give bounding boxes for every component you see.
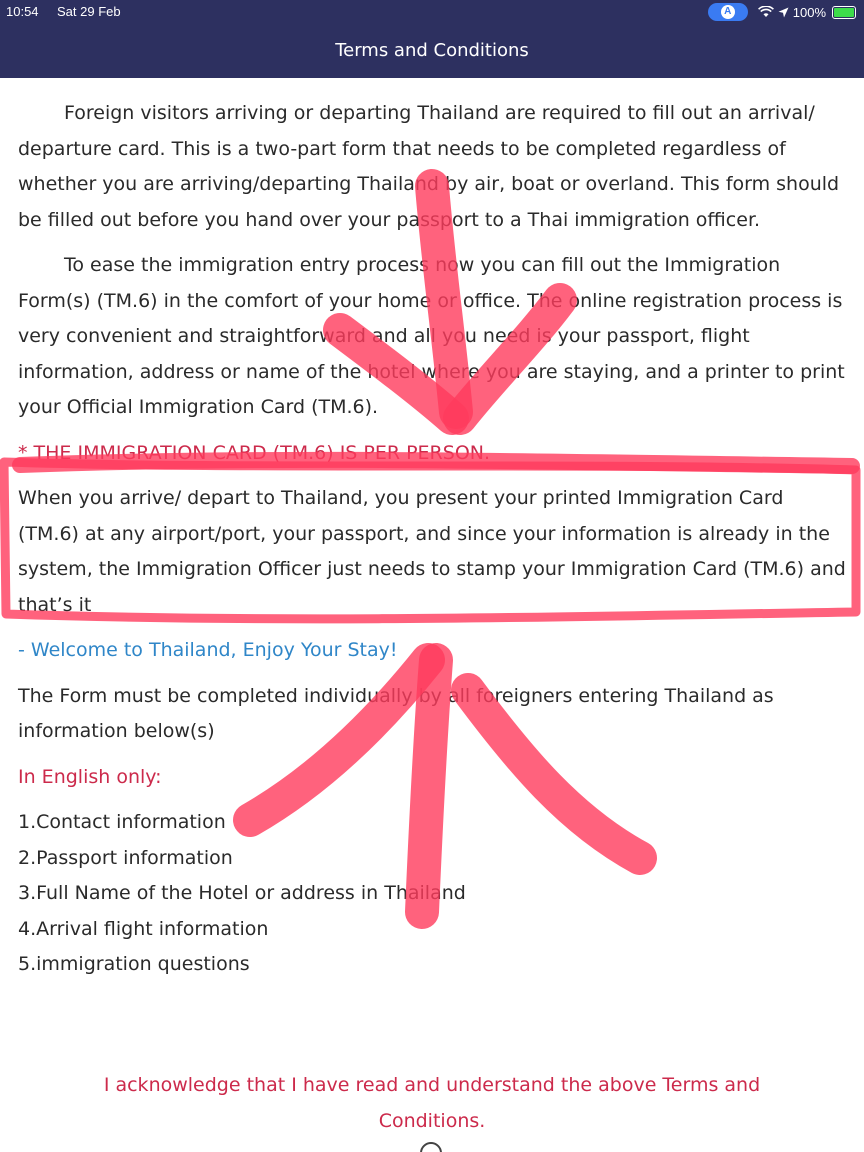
welcome-message: - Welcome to Thailand, Enjoy Your Stay! — [18, 639, 398, 661]
acknowledge-text[interactable]: I acknowledge that I have read and understand the above Terms and Conditions. — [103, 1074, 761, 1132]
required-info-list — [18, 805, 848, 983]
list-item: 3.Full Name of the Hotel or address in Thailand — [18, 882, 466, 904]
english-only-label: In English only: — [18, 765, 162, 788]
status-date: Sat 29 Feb — [57, 4, 121, 19]
battery-percent: 100% — [792, 4, 826, 20]
terms-paragraph-arrival: When you arrive/ depart to Thailand, you present your printed Immigration Card (TM.6) at any airport/port, your passport, and since your information is already in the system, the Immigration Officer just needs to stamp your Immigration Card (TM.6) and that’s it — [18, 487, 846, 616]
list-item: 2.Passport information — [18, 846, 233, 869]
navigation-icon — [708, 3, 748, 21]
status-bar — [0, 0, 864, 24]
list-item: 1.Contact information — [18, 811, 226, 833]
terms-content — [18, 96, 848, 983]
per-person-notice: * THE IMMIGRATION CARD (TM.6) IS PER PERSON. — [18, 441, 491, 464]
list-item: 5.immigration questions — [18, 953, 250, 975]
page-title: Terms and Conditions — [335, 40, 529, 61]
battery-level — [834, 8, 854, 17]
list-item: 4.Arrival flight information — [18, 917, 269, 940]
status-time: 10:54 — [6, 4, 39, 19]
battery-icon — [832, 6, 856, 19]
acknowledge-section — [0, 1068, 864, 1139]
terms-paragraph-intro: Foreign visitors arriving or departing Thailand are required to fill out an arrival/ departure card. This is a two-part form that needs to be completed regardless of whether you are arriving/departing Thailand by air, boat or overland. This form should be filled out before you hand over your passport to a Thai immigration officer. — [18, 102, 840, 231]
terms-paragraph-form: The Form must be completed individually by all foreigners entering Thailand as information below(s) — [18, 684, 774, 742]
acknowledge-radio[interactable] — [420, 1142, 442, 1152]
status-icons — [708, 3, 856, 21]
navigation-badge: A — [721, 5, 735, 19]
wifi-icon — [758, 6, 774, 18]
location-arrow-icon — [778, 7, 789, 18]
terms-paragraph-online: To ease the immigration entry process now you can fill out the Immigration Form(s) (TM.6) in the comfort of your home or office. The online registration process is very convenient and straightforward and all you need is your passport, flight information, address or name of the hotel where you are staying, and a printer to print your Official Immigration Card (TM.6). — [18, 254, 845, 418]
header — [0, 24, 864, 78]
